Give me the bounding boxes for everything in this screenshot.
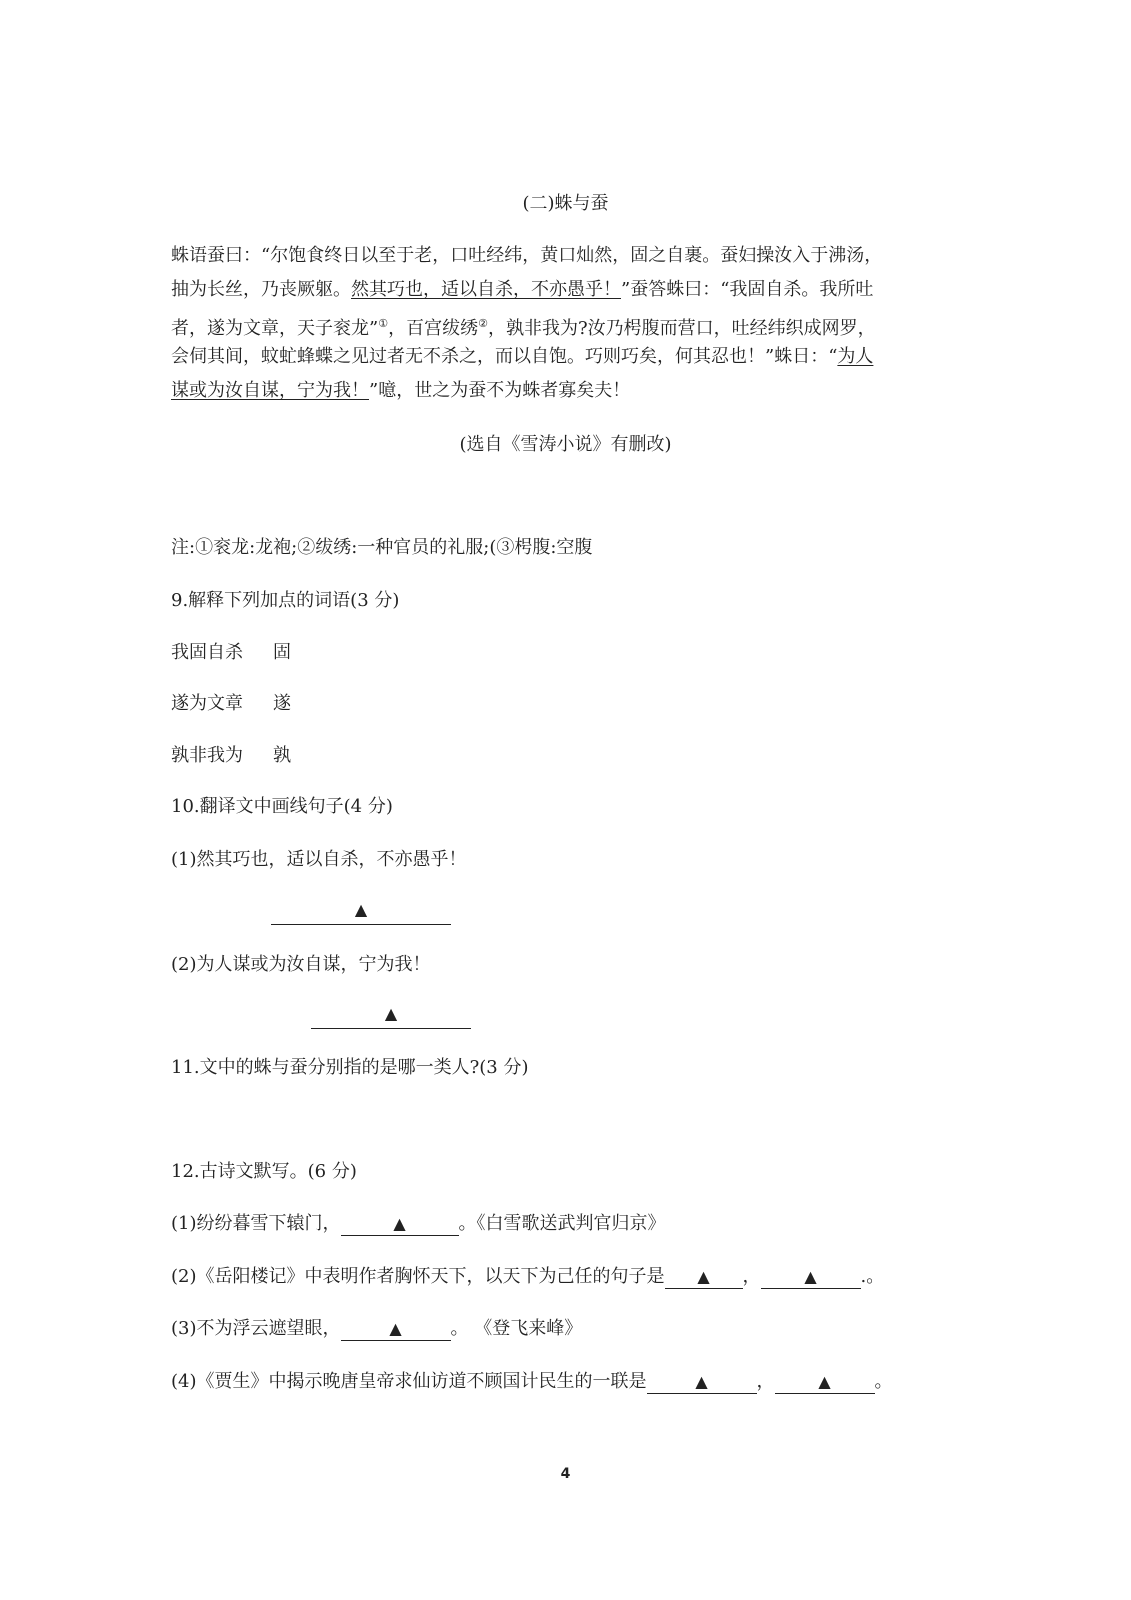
triangle-icon: ▲ [354, 900, 368, 919]
answer-blank[interactable] [311, 1002, 471, 1029]
q9-word: 孰 [273, 745, 291, 766]
footnote-marker-1: ① [378, 317, 389, 330]
question-12-title: 12.古诗文默写。(6 分) [171, 1161, 357, 1182]
section-title: (二)蛛与蚕 [522, 193, 609, 214]
q12-separator: ， [742, 1266, 761, 1287]
passage-line: 蛛语蚕曰：“尔饱食终日以至于老，口吐经纬，黄口灿然，固之自裹。蚕妇操汝入于沸汤， [171, 245, 883, 266]
answer-blank[interactable] [341, 1318, 451, 1341]
q12-end: .。 [860, 1266, 885, 1287]
q12-item-4 [171, 1369, 893, 1395]
passage-text: ，百宫绂绣 [388, 318, 479, 339]
q12-text: (2)《岳阳楼记》中表明作者胸怀天下，以天下为己任的句子是 [171, 1266, 665, 1287]
answer-blank[interactable] [761, 1266, 861, 1289]
passage-line [171, 277, 873, 303]
question-10-title: 10.翻译文中画线句子(4 分) [171, 796, 393, 817]
triangle-icon: ▲ [389, 1319, 402, 1338]
q9-item [171, 640, 291, 666]
q9-phrase: 我固自杀 [171, 642, 243, 663]
q9-item [171, 743, 291, 769]
q12-text: (3)不为浮云遮望眼， [171, 1318, 341, 1339]
q12-item-3 [171, 1316, 582, 1342]
triangle-icon: ▲ [695, 1372, 708, 1391]
answer-blank[interactable] [647, 1371, 757, 1394]
q12-text: 。 《登飞来峰》 [450, 1318, 583, 1339]
q9-item [171, 691, 291, 717]
underlined-sentence-1: 然其巧也，适以自杀，不亦愚乎！ [351, 279, 621, 300]
passage-text: ”蚕答蛛曰：“我固自杀。我所吐 [621, 279, 874, 300]
question-9-title: 9.解释下列加点的词语(3 分) [171, 590, 400, 611]
footnote: 注:①衮龙:龙袍;②绂绣:一种官员的礼服;(③枵腹:空腹 [171, 537, 593, 558]
q9-phrase: 孰非我为 [171, 745, 243, 766]
passage-line [171, 311, 876, 342]
triangle-icon: ▲ [697, 1267, 710, 1286]
passage-text: 者，遂为文章，天子衮龙” [171, 318, 379, 339]
q12-text: (4)《贾生》中揭示晚唐皇帝求仙访道不顾国计民生的一联是 [171, 1371, 647, 1392]
passage-line [171, 378, 630, 404]
passage-line [171, 344, 873, 370]
answer-blank[interactable] [271, 898, 451, 925]
q9-phrase: 遂为文章 [171, 693, 243, 714]
q12-separator: ， [756, 1371, 775, 1392]
passage-text: ”噫，世之为蚕不为蛛者寡矣夫！ [369, 380, 631, 401]
passage-text: 会伺其间，蚊虻蜂蝶之见过者无不杀之，而以自饱。巧则巧矣，何其忍也！”蛛日：“ [171, 346, 838, 367]
triangle-icon: ▲ [393, 1214, 406, 1233]
triangle-icon: ▲ [804, 1267, 817, 1286]
q12-item-2 [171, 1264, 884, 1290]
triangle-icon: ▲ [818, 1372, 831, 1391]
answer-blank[interactable] [665, 1266, 743, 1289]
q12-text: 。《白雪歌送武判官归京》 [458, 1213, 666, 1234]
question-11-title: 11.文中的蛛与蚕分别指的是哪一类人?(3 分) [171, 1057, 529, 1078]
passage-text: ，孰非我为?汝乃枵腹而营口，吐经纬织成网罗， [487, 318, 876, 339]
source-citation: (选自《雪涛小说》有删改) [459, 434, 672, 455]
underlined-sentence-2: 为人 [837, 346, 874, 367]
q12-item-1 [171, 1211, 666, 1237]
q10-sentence-1: (1)然其巧也，适以自杀，不亦愚乎！ [171, 849, 467, 870]
passage-text: 抽为长丝，乃丧厥躯。 [171, 279, 351, 300]
answer-blank[interactable] [775, 1371, 875, 1394]
underlined-sentence-2: 谋或为汝自谋，宁为我！ [171, 380, 369, 401]
footnote-marker-2: ② [478, 317, 488, 330]
q10-sentence-2: (2)为人谋或为汝自谋，宁为我！ [171, 954, 431, 975]
answer-blank[interactable] [341, 1213, 459, 1236]
q12-text: (1)纷纷暮雪下辕门， [171, 1213, 341, 1234]
q12-end: 。 [874, 1371, 893, 1392]
page-number: 4 [560, 1466, 571, 1482]
q9-word: 固 [273, 642, 291, 663]
q9-word: 遂 [273, 693, 291, 714]
triangle-icon: ▲ [384, 1004, 398, 1023]
